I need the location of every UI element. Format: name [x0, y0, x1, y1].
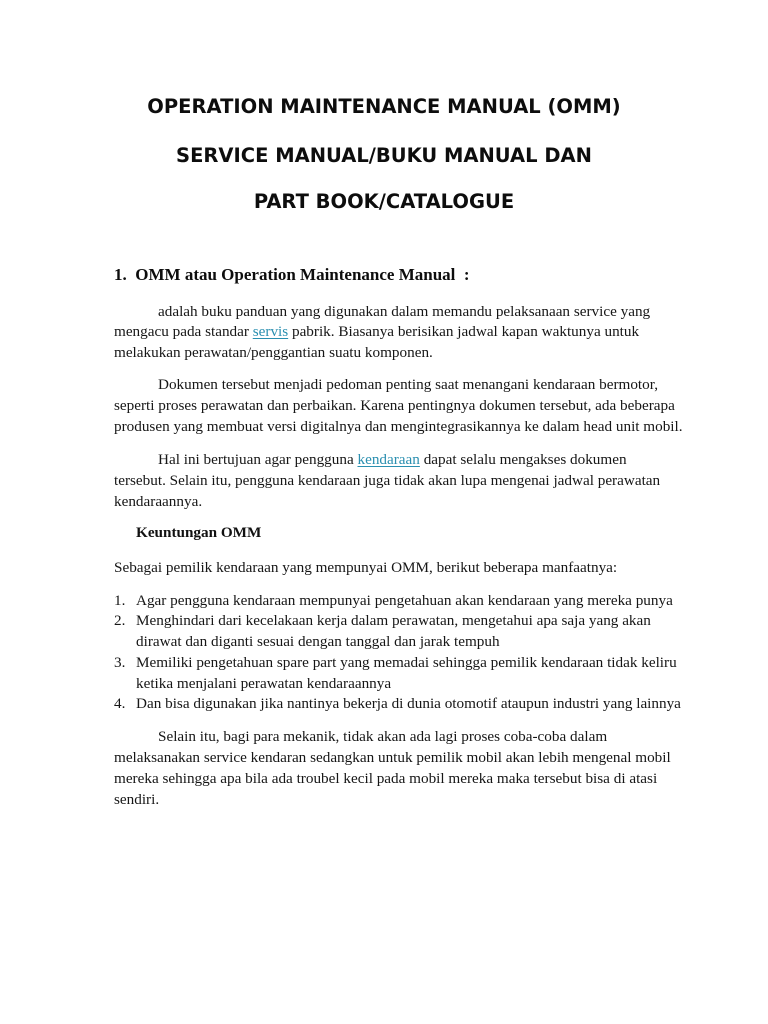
para4-line-1: Selain itu, bagi para mekanik, tidak akan ada lagi proses coba-coba dalam [158, 728, 608, 745]
section-number: 1. [114, 265, 127, 284]
para1-line-2-pre: mengacu pada standar [114, 323, 249, 340]
section-heading [114, 265, 470, 285]
servis-link[interactable]: servis [252, 323, 289, 340]
document-title-line-3: PART BOOK/CATALOGUE [253, 190, 515, 213]
list-item-4-line-1: Dan bisa digunakan jika nantinya bekerja di dunia otomotif ataupun industri yang lainnya [136, 695, 681, 712]
list-item-4-number: 4. [114, 695, 126, 712]
para4-line-3: mereka sehingga apa bila ada troubel kecil pada mobil mereka maka tersebut bisa di atasi [114, 770, 658, 787]
para1-line-1: adalah buku panduan yang digunakan dalam memandu pelaksanaan service yang [158, 303, 651, 320]
benefits-intro: Sebagai pemilik kendaraan yang mempunyai OMM, berikut beberapa manfaatnya: [114, 559, 618, 576]
para3-line-1 [158, 450, 627, 470]
list-item-2-line-1: Menghindari dari kecelakaan kerja dalam perawatan, mengetahui apa saja yang akan [136, 612, 651, 629]
para1-line-2-post: pabrik. Biasanya berisikan jadwal kapan waktunya untuk [288, 323, 640, 340]
list-item-1-line-1: Agar pengguna kendaraan mempunyai pengetahuan akan kendaraan yang mereka punya [136, 592, 673, 609]
para2-line-1: Dokumen tersebut menjadi pedoman penting saat menangani kendaraan bermotor, [158, 376, 658, 393]
para1-line-2 [114, 322, 639, 342]
para2-line-2: seperti proses perawatan dan perbaikan. Karena pentingnya dokumen tersebut, ada beberapa [114, 397, 675, 414]
list-item-2-number: 2. [114, 612, 126, 629]
section-title: OMM atau Operation Maintenance Manual : [135, 265, 470, 284]
para3-line-2: tersebut. Selain itu, pengguna kendaraan juga tidak akan lupa mengenai jadwal perawatan [114, 472, 661, 489]
kendaraan-link[interactable]: kendaraan [357, 451, 420, 468]
para2-line-3: produsen yang membuat versi digitalnya dan mengintegrasikannya ke dalam head unit mobil. [114, 418, 683, 435]
list-item-3-line-1: Memiliki pengetahuan spare part yang memadai sehingga pemilik kendaraan tidak keliru [136, 654, 677, 671]
document-title-line-2: SERVICE MANUAL/BUKU MANUAL DAN [176, 144, 592, 167]
list-item-2-line-2: dirawat dan diganti sesuai dengan tanggal dan jarak tempuh [136, 633, 500, 650]
para3-line-1-post: dapat selalu mengakses dokumen [419, 451, 627, 468]
subheading-keuntungan: Keuntungan OMM [136, 524, 262, 541]
para3-line-3: kendaraannya. [114, 493, 203, 510]
list-item-3-number: 3. [114, 654, 126, 671]
document-title-line-1: OPERATION MAINTENANCE MANUAL (OMM) [147, 95, 621, 118]
para1-line-3: melakukan perawatan/penggantian suatu komponen. [114, 344, 433, 361]
list-item-3-line-2: ketika menjalani perawatan kendaraannya [136, 675, 392, 692]
para4-line-2: melaksanakan service kendaran sedangkan untuk pemilik mobil akan lebih mengenal mobil [114, 749, 671, 766]
para4-line-4: sendiri. [114, 791, 160, 808]
para3-line-1-pre: Hal ini bertujuan agar pengguna [158, 451, 358, 468]
list-item-1-number: 1. [114, 592, 126, 609]
